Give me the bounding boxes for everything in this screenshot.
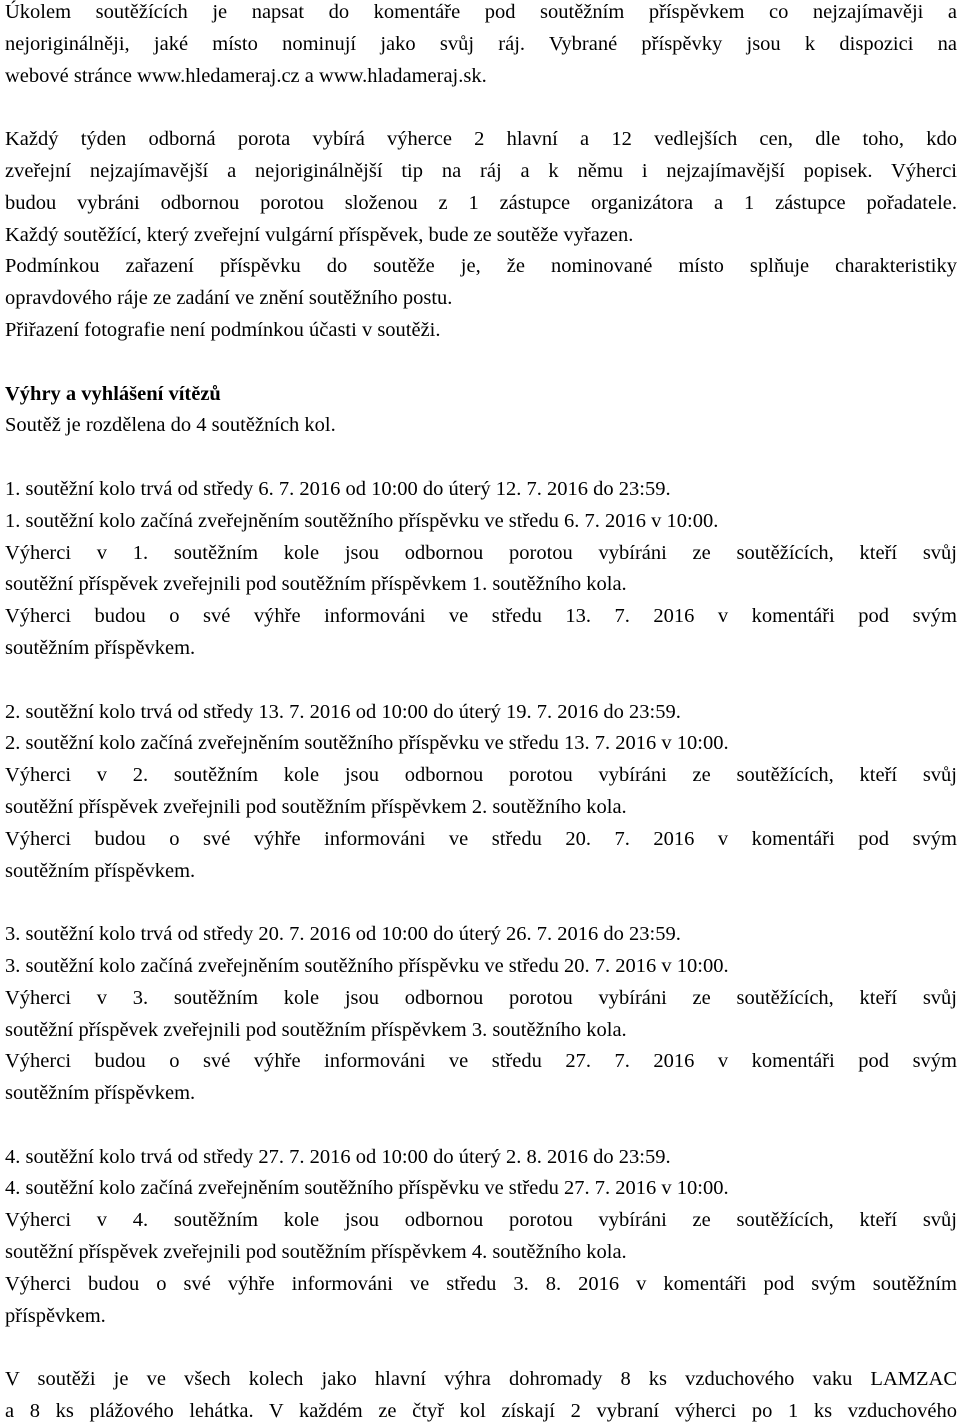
round-start: 2. soutěžní kolo začíná zveřejněním soutěžního příspěvku ve středu 13. 7. 2016 v 10:00. <box>5 732 729 755</box>
text-line: opravdového ráje ze zadání ve znění soutěžního postu. <box>5 287 453 310</box>
paragraph-gap <box>5 442 957 474</box>
text-line: Každý soutěžící, který zveřejní vulgární příspěvek, bude ze soutěže vyřazen. <box>5 223 634 246</box>
round-2-block <box>5 697 957 888</box>
text-line: Každý týden odborná porota vybírá výherce 2 hlavní a 12 vedlejších cen, dle toho, kdo <box>5 128 957 151</box>
intro-paragraph <box>5 0 957 92</box>
paragraph-gap <box>5 665 957 697</box>
round-winners: Výherci v 4. soutěžním kole jsou odbornou porotou vybíráni ze soutěžících, kteří svůj <box>5 1209 957 1232</box>
round-duration: 4. soutěžní kolo trvá od středy 27. 7. 2016 od 10:00 do úterý 2. 8. 2016 do 23:59. <box>5 1145 671 1168</box>
text-line: webové stránce www.hledameraj.cz a www.hladameraj.sk. <box>5 64 487 87</box>
rules-paragraph <box>5 124 957 347</box>
round-winners: Výherci v 1. soutěžním kole jsou odbornou porotou vybíráni ze soutěžících, kteří svůj <box>5 541 957 564</box>
round-winners: Výherci v 2. soutěžním kole jsou odbornou porotou vybíráni ze soutěžících, kteří svůj <box>5 764 957 787</box>
round-notify: Výherci budou o své výhře informováni ve středu 27. 7. 2016 v komentáři pod svým <box>5 1050 957 1073</box>
text-line: Přiřazení fotografie není podmínkou účasti v soutěži. <box>5 318 441 341</box>
round-winners: soutěžní příspěvek zveřejnili pod soutěžním příspěvkem 2. soutěžního kola. <box>5 795 627 818</box>
round-notify: Výherci budou o své výhře informováni ve středu 3. 8. 2016 v komentáři pod svým soutěžním <box>5 1272 957 1295</box>
text-line: Soutěž je rozdělena do 4 soutěžních kol. <box>5 414 336 437</box>
round-start: 1. soutěžní kolo začíná zveřejněním soutěžního příspěvku ve středu 6. 7. 2016 v 10:00. <box>5 509 719 532</box>
round-start: 4. soutěžní kolo začíná zveřejněním soutěžního příspěvku ve středu 27. 7. 2016 v 10:00. <box>5 1177 729 1200</box>
text-line: budou vybráni odbornou porotou složenou z 1 zástupce organizátora a 1 zástupce pořadatele. <box>5 191 957 214</box>
round-notify: soutěžním příspěvkem. <box>5 859 196 882</box>
round-notify: soutěžním příspěvkem. <box>5 636 196 659</box>
text-line: nejoriginálněji, jaké místo nominují jako svůj ráj. Vybrané příspěvky jsou k dispozici na <box>5 32 957 55</box>
prizes-section <box>5 379 957 443</box>
paragraph-gap <box>5 887 957 919</box>
closing-paragraph <box>5 1364 957 1428</box>
paragraph-gap <box>5 92 957 124</box>
round-winners: soutěžní příspěvek zveřejnili pod soutěžním příspěvkem 4. soutěžního kola. <box>5 1241 627 1264</box>
text-line: zveřejní nejzajímavější a nejoriginálnější tip na ráj a k němu i nejzajímavější popisek. Výherci <box>5 159 957 182</box>
round-winners: soutěžní příspěvek zveřejnili pod soutěžním příspěvkem 1. soutěžního kola. <box>5 573 627 596</box>
paragraph-gap <box>5 347 957 379</box>
section-heading: Výhry a vyhlášení vítězů <box>5 382 221 405</box>
round-notify: Výherci budou o své výhře informováni ve středu 13. 7. 2016 v komentáři pod svým <box>5 605 957 628</box>
round-1-block <box>5 474 957 665</box>
round-3-block <box>5 919 957 1110</box>
round-winners: soutěžní příspěvek zveřejnili pod soutěžním příspěvkem 3. soutěžního kola. <box>5 1018 627 1041</box>
paragraph-gap <box>5 1332 957 1364</box>
round-winners: Výherci v 3. soutěžním kole jsou odbornou porotou vybíráni ze soutěžících, kteří svůj <box>5 986 957 1009</box>
text-line: Úkolem soutěžících je napsat do komentáře pod soutěžním příspěvkem co nejzajímavěji a <box>5 1 957 23</box>
round-duration: 3. soutěžní kolo trvá od středy 20. 7. 2016 od 10:00 do úterý 26. 7. 2016 do 23:59. <box>5 923 681 946</box>
text-line: Podmínkou zařazení příspěvku do soutěže je, že nominované místo splňuje charakteristiky <box>5 255 957 278</box>
paragraph-gap <box>5 1110 957 1142</box>
text-line: a 8 ks plážového lehátka. V každém ze čtyř kol získají 2 vybraní výherci po 1 ks vzduchového <box>5 1400 957 1423</box>
round-duration: 2. soutěžní kolo trvá od středy 13. 7. 2016 od 10:00 do úterý 19. 7. 2016 do 23:59. <box>5 700 681 723</box>
round-duration: 1. soutěžní kolo trvá od středy 6. 7. 2016 od 10:00 do úterý 12. 7. 2016 do 23:59. <box>5 477 671 500</box>
text-line: V soutěži je ve všech kolech jako hlavní výhra dohromady 8 ks vzduchového vaku LAMZAC <box>5 1368 957 1391</box>
round-notify: soutěžním příspěvkem. <box>5 1082 196 1105</box>
round-notify: Výherci budou o své výhře informováni ve středu 20. 7. 2016 v komentáři pod svým <box>5 827 957 850</box>
round-4-block <box>5 1142 957 1333</box>
round-notify: příspěvkem. <box>5 1304 106 1327</box>
round-start: 3. soutěžní kolo začíná zveřejněním soutěžního příspěvku ve středu 20. 7. 2016 v 10:00. <box>5 954 729 977</box>
